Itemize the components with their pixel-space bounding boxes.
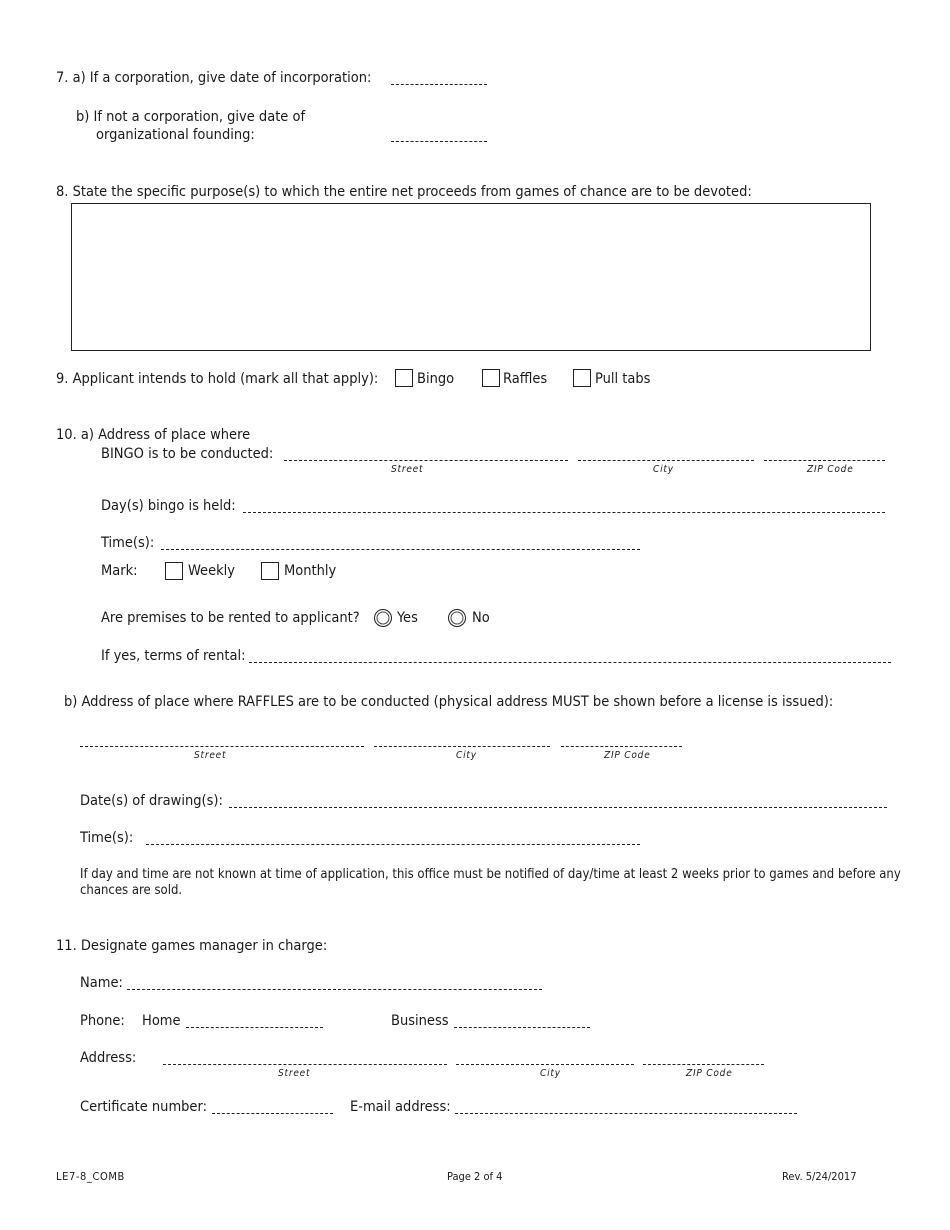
raffles-checkbox[interactable]: [482, 369, 500, 387]
premises-no-radio[interactable]: [448, 609, 466, 627]
q7b-label-line1: b) If not a corporation, give date of: [76, 109, 306, 125]
bingo-zip-field[interactable]: [764, 460, 885, 461]
q11-label: 11. Designate games manager in charge:: [56, 938, 328, 954]
raffles-street-field[interactable]: [80, 746, 364, 747]
page-number: Page 2 of 4: [447, 1170, 503, 1183]
manager-city-caption: City: [540, 1068, 561, 1079]
revision-date: Rev. 5/24/2017: [782, 1170, 857, 1183]
manager-name-field[interactable]: [127, 989, 542, 990]
manager-zip-field[interactable]: [643, 1064, 764, 1065]
raffles-city-field[interactable]: [374, 746, 550, 747]
email-label: E-mail address:: [350, 1099, 451, 1115]
q7b-label-line2: organizational founding:: [96, 127, 255, 143]
drawing-dates-field[interactable]: [229, 807, 887, 808]
monthly-label: Monthly: [284, 563, 337, 579]
raffles-zip-caption: ZIP Code: [604, 750, 651, 761]
pull-tabs-label: Pull tabs: [595, 371, 651, 387]
incorporation-date-field[interactable]: [391, 84, 487, 85]
raffles-street-caption: Street: [194, 750, 227, 761]
manager-street-caption: Street: [278, 1068, 311, 1079]
email-field[interactable]: [455, 1113, 797, 1114]
bingo-times-label: Time(s):: [101, 535, 155, 551]
raffles-zip-field[interactable]: [561, 746, 682, 747]
rental-terms-field[interactable]: [249, 662, 891, 663]
phone-label: Phone:: [80, 1013, 125, 1029]
home-phone-label: Home: [142, 1013, 181, 1029]
q8-label: 8. State the specific purpose(s) to which the entire net proceeds from games of chance are to be devoted:: [56, 184, 752, 200]
bingo-street-field[interactable]: [284, 460, 568, 461]
certificate-number-label: Certificate number:: [80, 1099, 207, 1115]
manager-address-label: Address:: [80, 1050, 137, 1066]
q10b-label: b) Address of place where RAFFLES are to be conducted (physical address MUST be shown before a license is issued):: [64, 694, 834, 710]
notification-note-line1: If day and time are not known at time of application, this office must be notified of day/time at least 2 weeks prior to games and before any: [80, 867, 901, 882]
bingo-checkbox[interactable]: [395, 369, 413, 387]
purpose-textarea[interactable]: [71, 203, 871, 351]
bingo-days-field[interactable]: [243, 512, 885, 513]
manager-name-label: Name:: [80, 975, 123, 991]
premises-yes-radio[interactable]: [374, 609, 392, 627]
manager-city-field[interactable]: [456, 1064, 634, 1065]
q7a-label: 7. a) If a corporation, give date of incorporation:: [56, 70, 372, 86]
rental-terms-label: If yes, terms of rental:: [101, 648, 246, 664]
manager-zip-caption: ZIP Code: [686, 1068, 733, 1079]
monthly-checkbox[interactable]: [261, 562, 279, 580]
weekly-checkbox[interactable]: [165, 562, 183, 580]
form-id: LE7-8_COMB: [56, 1170, 125, 1183]
premises-no-label: No: [472, 610, 490, 626]
pull-tabs-checkbox[interactable]: [573, 369, 591, 387]
weekly-label: Weekly: [188, 563, 236, 579]
premises-yes-label: Yes: [397, 610, 418, 626]
bingo-street-caption: Street: [391, 464, 424, 475]
founding-date-field[interactable]: [391, 141, 487, 142]
home-phone-field[interactable]: [186, 1027, 323, 1028]
raffles-times-field[interactable]: [146, 844, 640, 845]
business-phone-field[interactable]: [454, 1027, 590, 1028]
drawing-dates-label: Date(s) of drawing(s):: [80, 793, 223, 809]
certificate-number-field[interactable]: [212, 1113, 333, 1114]
notification-note-line2: chances are sold.: [80, 883, 183, 898]
bingo-city-field[interactable]: [578, 460, 754, 461]
bingo-times-field[interactable]: [161, 549, 640, 550]
q9-label: 9. Applicant intends to hold (mark all that apply):: [56, 371, 379, 387]
bingo-city-caption: City: [653, 464, 674, 475]
raffles-city-caption: City: [456, 750, 477, 761]
manager-street-field[interactable]: [163, 1064, 447, 1065]
bingo-zip-caption: ZIP Code: [807, 464, 854, 475]
bingo-days-label: Day(s) bingo is held:: [101, 498, 236, 514]
q10a-label-line2: BINGO is to be conducted:: [101, 446, 274, 462]
raffles-label: Raffles: [503, 371, 548, 387]
q10a-label-line1: 10. a) Address of place where: [56, 427, 251, 443]
premises-rented-label: Are premises to be rented to applicant?: [101, 610, 360, 626]
raffles-times-label: Time(s):: [80, 830, 134, 846]
business-phone-label: Business: [391, 1013, 449, 1029]
mark-label: Mark:: [101, 563, 138, 579]
bingo-label: Bingo: [417, 371, 455, 387]
